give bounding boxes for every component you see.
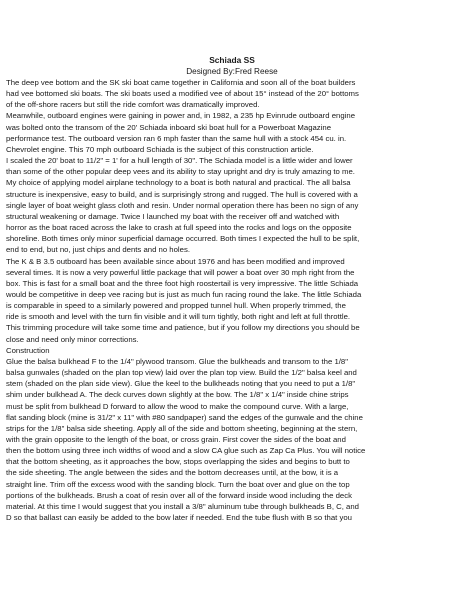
text-line: would be competitive in deep vee racing but is just as much fun racing round the lake. The little Schiada bbox=[6, 289, 362, 299]
text-line: had vee bottomed ski boats. The ski boats used a modified vee of about 15° instead of the 20° bottoms bbox=[6, 89, 359, 99]
text-line: single layer of boat weight glass cloth and resin. Under normal operation there has been no sign of any bbox=[6, 200, 359, 210]
text-line: Meanwhile, outboard engines were gaining in power and, in 1982, a 235 hp Evinrude outboard engine bbox=[6, 111, 355, 121]
text-line: Chevrolet engine. This 70 mph outboard Schiada is the subject of this construction article. bbox=[6, 144, 314, 154]
text-line: The deep vee bottom and the SK ski boat came together in California and soon all of the boat builders bbox=[6, 78, 356, 87]
text-line: close and need only minor corrections. bbox=[6, 334, 139, 344]
text-line: flat sanding block (mine is 31/2" x 11" with #80 sandpaper) sand the edges of the gunwale and the chine bbox=[6, 412, 363, 422]
text-line: D so that ballast can easily be added to the bow later if needed. End the tube flush with B so that you bbox=[6, 513, 352, 523]
text-line: that the bottom sheeting, as it approaches the bow, stops overlapping the sides and begins to butt to bbox=[6, 457, 350, 467]
text-line: ride is smooth and level with the turn fin visible and it will turn tightly, both right and left at full throttle. bbox=[6, 312, 351, 322]
document-text bbox=[6, 77, 458, 523]
text-line: material. At this time I would suggest that you install a 3/8" aluminum tube through bulkheads B, C, and bbox=[6, 501, 359, 511]
text-line: I scaled the 20' boat to 11/2" = 1' for a hull length of 30". The Schiada model is a little wider and lower bbox=[6, 156, 353, 166]
text-line: with the grain opposite to the length of the boat, or cross grain. First cover the sides of the boat and bbox=[6, 435, 346, 444]
text-line: straight line. Trim off the excess wood with the sanding block. Turn the boat over and glue on the top bbox=[6, 479, 350, 489]
text-line: The K & B 3.5 outboard has been available since about 1976 and has been modified and improved bbox=[6, 256, 345, 266]
text-line: must be split from bulkhead D forward to allow the wood to make the compound curve. With a large, bbox=[6, 401, 349, 411]
text-line: than some of the other popular deep vees and its ability to stay upright and dry is truly amazing to me. bbox=[6, 167, 355, 177]
text-line: then the bottom using three inch widths of wood and a slow CA glue such as Zap Ca Plus. You will notice bbox=[6, 446, 366, 456]
text-line: several times. It is now a very powerful little package that will power a boat over 30 mph right from the bbox=[6, 267, 355, 277]
text-line: stem (shaded on the plan side view). Glue the keel to the bulkheads noting that you need to put a 1/8" bbox=[6, 379, 356, 389]
text-line: shim under bulkhead A. The deck curves down slightly at the bow. The 1/8" x 1/4" inside chine strips bbox=[6, 390, 349, 400]
text-line: structural weakening or damage. Twice I launched my boat with the receiver off and watched with bbox=[6, 211, 340, 221]
text-line: Glue the balsa bulkhead F to the 1/4" plywood transom. Glue the bulkheads and transom to the 1/8" bbox=[6, 356, 348, 366]
text-line: This trimming procedure will take some time and patience, but if you follow my directions you should be bbox=[6, 323, 360, 333]
text-line: portions of the bulkheads. Brush a coat of resin over all of the forward inside wood including the deck bbox=[6, 490, 352, 500]
text-line: shoreline. Both times only minor superficial damage occurred. Both times I expected the hull to be split, bbox=[6, 234, 360, 244]
text-line: of the off-shore racers but still the ride comfort was dramatically improved. bbox=[6, 100, 260, 110]
text-line: strips for the 1/8" balsa side sheeting. Apply all of the side and bottom sheeting, beginning at the stern, bbox=[6, 423, 358, 433]
text-line: is comparable in speed to a similarly powered and propped tunnel hull. When properly trimmed, the bbox=[6, 301, 346, 311]
text-line: box. This is fast for a small boat and the three foot high roostertail is very impressive. The little Schiada bbox=[6, 278, 359, 288]
text-line: was bolted onto the transom of the 20' Schiada inboard ski boat hull for a Powerboat Magazine bbox=[6, 122, 332, 132]
text-line: horror as the boat raced across the lake to crash at full speed into the rocks and logs on the opposite bbox=[6, 223, 352, 233]
document-byline: Designed By:Fred Reese bbox=[186, 67, 278, 76]
text-line: the side sheeting. The angle between the sides and the bottom decreases until, at the bow, it is a bbox=[6, 468, 339, 478]
document-title: Schiada SS bbox=[209, 55, 255, 65]
text-line: My choice of applying model airplane technology to a boat is both natural and practical. The all balsa bbox=[6, 178, 351, 188]
text-line: structure is inexpensive, easy to build, and is surprisingly strong and rugged. The hull is covered with a bbox=[6, 189, 358, 199]
text-line: Construction bbox=[6, 345, 50, 355]
text-line: performance test. The outboard version ran 6 mph faster than the same hull with a stock 454 cu. in. bbox=[6, 133, 347, 143]
text-line: balsa gunwales (shaded on the plan top view) laid over the plan top view. Build the 1/2" balsa keel and bbox=[6, 368, 357, 378]
document-body bbox=[6, 54, 458, 523]
text-line: end to end, but no, just chips and dents and no holes. bbox=[6, 245, 190, 255]
